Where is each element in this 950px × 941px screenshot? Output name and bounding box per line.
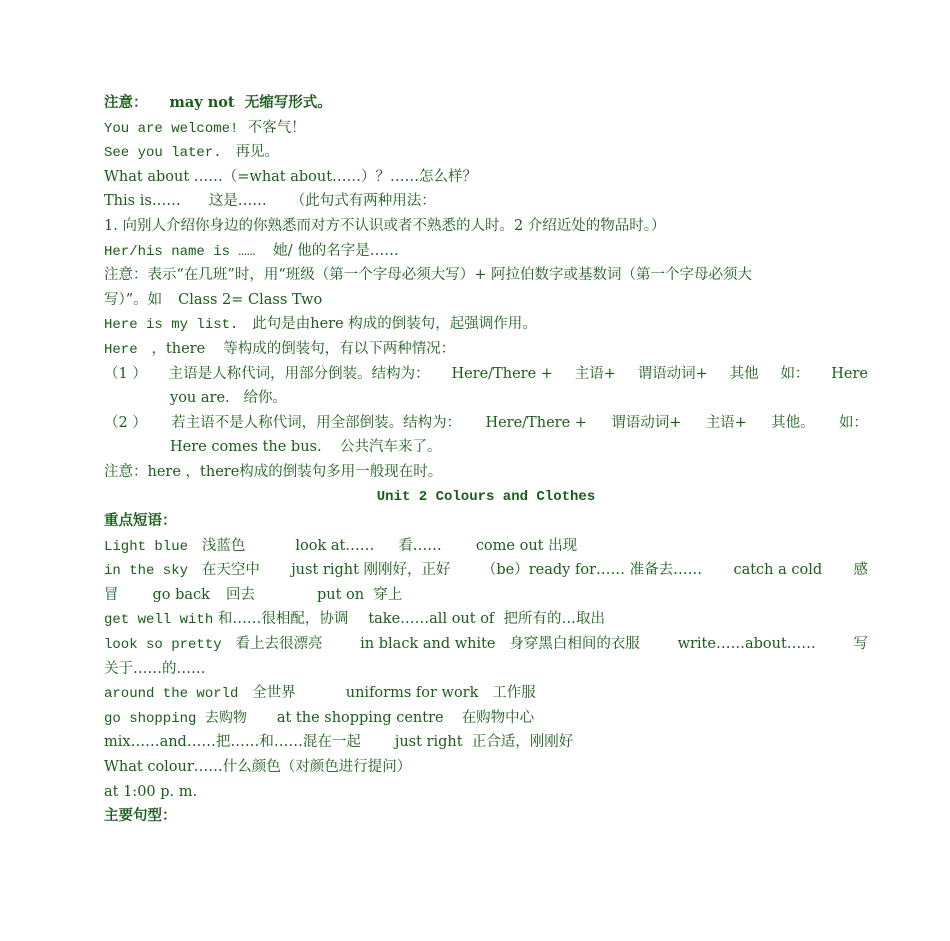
line-3: See you later. 再见。 bbox=[104, 144, 279, 162]
line-4: What about ……（=what about……）？……怎么样？ bbox=[104, 168, 478, 185]
key-phrases-heading: 重点短语： bbox=[104, 512, 177, 530]
note-label: 注意： bbox=[104, 94, 148, 111]
phrase-line-5: look so pretty 看上去很漂亮 in black and white 身穿黑白相间的衣服 write……about…… 写 bbox=[104, 636, 868, 654]
line-16: 注意：here ，there构成的倒装句多用一般现在时。 bbox=[104, 463, 443, 480]
phrase-line-8: go shopping 去购物 at the shopping centre 在购物中心 bbox=[104, 709, 535, 727]
phrase-line-4: get well with 和……很相配，协调 take……all out of 把所有的…取出 bbox=[104, 611, 606, 629]
line-2: You are welcome! 不客气！ bbox=[104, 119, 306, 137]
phrase-line-6: 关于……的…… bbox=[104, 660, 206, 677]
line-11: Here ，there 等构成的倒装句，有以下两种情况： bbox=[104, 340, 456, 358]
phrase-line-2: in the sky 在天空中 just right 刚刚好，正好 （be）ready for…… 准备去…… catch a cold 感 bbox=[104, 562, 868, 580]
line-6: 1. 向别人介绍你身边的你熟悉而对方不认识或者不熟悉的人时。2 介绍近处的物品时。） bbox=[104, 217, 666, 234]
unit-title: Unit 2 Colours and Clothes bbox=[376, 488, 596, 505]
line-7: Her/his name is …… 她/ 他的名字是…… bbox=[104, 242, 399, 260]
line-12: （1 ） 主语是人称代词，用部分倒装。结构为： Here/There + 主语+ 谓语动词+ 其他 如： Here bbox=[104, 365, 868, 382]
phrase-line-7: around the world 全世界 uniforms for work 工作服 bbox=[104, 685, 536, 703]
line-15: Here comes the bus. 公共汽车来了。 bbox=[170, 439, 442, 456]
line-9: 写）”。如 Class 2= Class Two bbox=[104, 291, 323, 308]
phrase-line-10: What colour……什么颜色（对颜色进行提问） bbox=[104, 759, 412, 776]
line-10: Here is my list. 此句是由here 构成的倒装句，起强调作用。 bbox=[104, 316, 537, 334]
phrase-line-3: 冒 go back 回去 put on 穿上 bbox=[104, 586, 403, 603]
phrase-line-1: Light blue 浅蓝色 look at…… 看…… come out 出现 bbox=[104, 537, 578, 555]
line-13: you are. 给你。 bbox=[170, 390, 287, 407]
main-sentences-heading: 主要句型： bbox=[104, 807, 177, 825]
phrase-line-11: at 1:00 p. m. bbox=[104, 783, 198, 800]
note-line-1: 注意： may not 无缩写形式。 bbox=[104, 94, 332, 111]
line-8: 注意：表示“在几班”时，用“班级（第一个字母必须大写）+ 阿拉伯数字或基数词（第一个字母必须大 bbox=[104, 267, 752, 284]
document-page bbox=[104, 91, 868, 829]
line-14: （2 ） 若主语不是人称代词，用全部倒装。结构为： Here/There + 谓语动词+ 主语+ 其他。 如： bbox=[104, 414, 868, 431]
phrase-line-9: mix……and……把……和……混在一起 just right 正合适，刚刚好 bbox=[104, 734, 574, 751]
line-5: This is…… 这是…… （此句式有两种用法： bbox=[104, 193, 436, 210]
